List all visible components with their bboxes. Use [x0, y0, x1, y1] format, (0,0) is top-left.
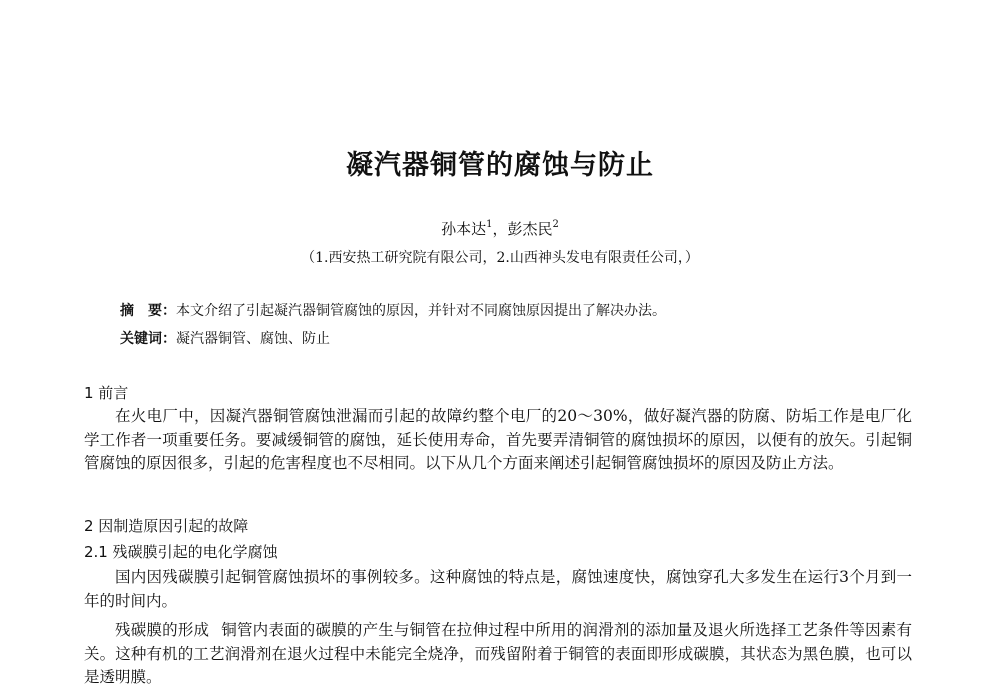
- paragraph-lead: 残碳膜的形成: [115, 621, 210, 639]
- keywords-text: 凝汽器铜管、腐蚀、防止: [176, 331, 330, 347]
- author-separator: ，: [492, 220, 508, 238]
- body-paragraph: 在火电厂中，因凝汽器铜管腐蚀泄漏而引起的故障约整个电厂的20～30%，做好凝汽器的防腐、防垢工作是电厂化学工作者一项重要任务。要减缓铜管的腐蚀，延长使用寿命，首先要弄清铜管的腐蚀损坏的原因，以便有的放矢。引起铜管腐蚀的原因很多，引起的危害程度也不尽相同。以下从几个方面来阐述引起铜管腐蚀损坏的原因及防止方法。: [84, 407, 912, 472]
- section-heading: 1 前言: [84, 384, 129, 402]
- abstract-text: 本文介绍了引起凝汽器铜管腐蚀的原因，并针对不同腐蚀原因提出了解决办法。: [176, 303, 666, 319]
- affiliation-mark: 2: [552, 219, 559, 230]
- section-heading: 2 因制造原因引起的故障: [84, 517, 249, 535]
- affiliations: （1.西安热工研究院有限公司，2.山西神头发电有限责任公司，）: [301, 250, 699, 266]
- paper-title: 凝汽器铜管的腐蚀与防止: [346, 150, 654, 181]
- keywords-label: 关键词：: [120, 331, 176, 347]
- body-paragraph: 国内因残碳膜引起铜管腐蚀损坏的事例较多。这种腐蚀的特点是，腐蚀速度快，腐蚀穿孔大多发生在运行3个月到一年的时间内。: [84, 568, 912, 610]
- paragraph-text: 铜管内表面的碳膜的产生与铜管在拉伸过程中所用的润滑剂的添加量及退火所选择工艺条件等因素有关。这种有机的工艺润滑剂在退火过程中未能完全烧净，而残留附着于铜管的表面即形成碳膜，其状态为黑色膜，也可以是透明膜。: [84, 621, 912, 686]
- body-paragraph: [84, 619, 912, 690]
- keywords: [120, 328, 330, 348]
- abstract: [120, 300, 666, 320]
- affiliation-mark: 1: [486, 219, 493, 230]
- author-name: 孙本达: [441, 220, 487, 238]
- author-name: 彭杰民: [507, 220, 553, 238]
- author-line: [0, 218, 1000, 239]
- subsection-heading: 2.1 残碳膜引起的电化学腐蚀: [84, 543, 278, 561]
- abstract-label: 摘 要：: [120, 303, 176, 319]
